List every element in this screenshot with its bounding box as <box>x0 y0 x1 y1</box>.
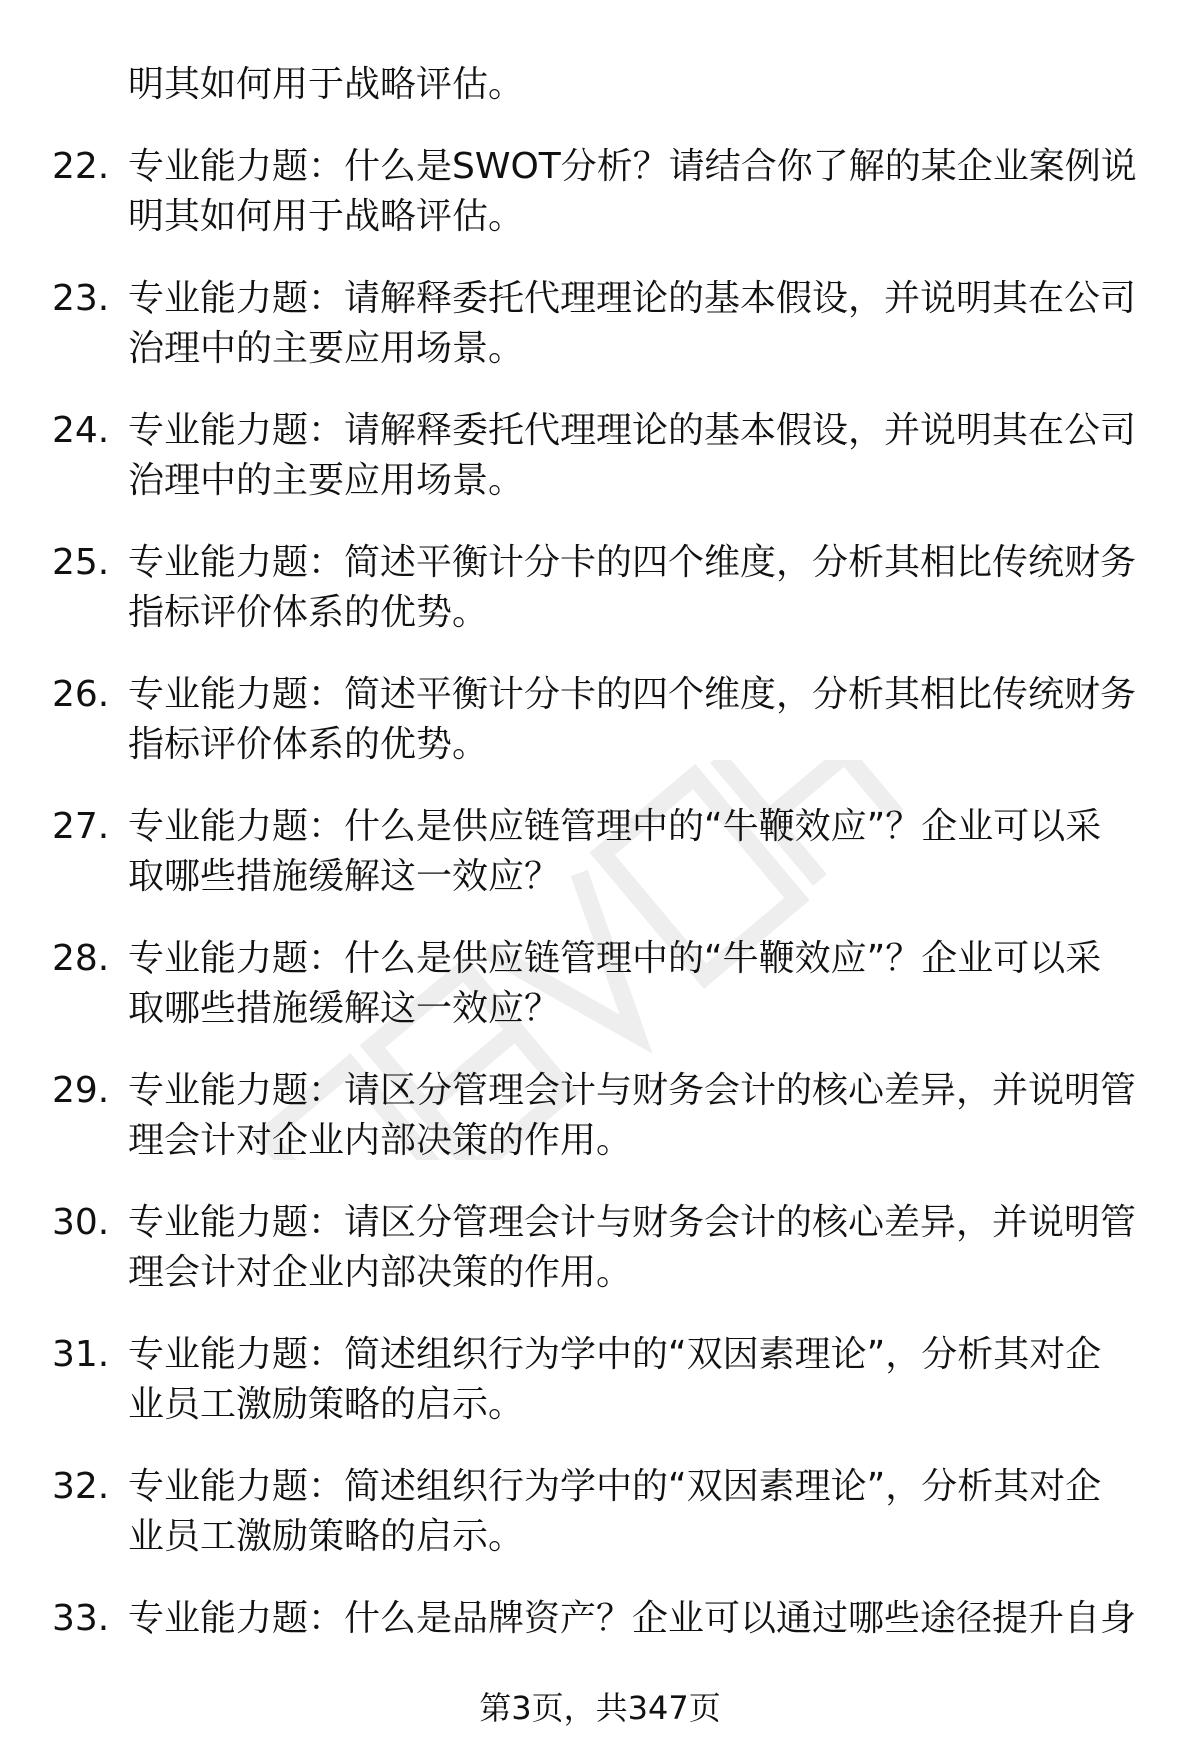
question-item <box>0 406 1200 538</box>
question-text-line: 专业能力题：请区分管理会计与财务会计的核心差异，并说明管 <box>128 1202 1137 1243</box>
question-text-line: 指标评价体系的优势。 <box>128 592 489 633</box>
question-item <box>0 142 1200 274</box>
question-text-line: 专业能力题：什么是品牌资产？企业可以通过哪些途径提升自身 <box>128 1598 1137 1639</box>
question-text <box>128 538 1138 638</box>
question-number: 25. <box>52 542 110 583</box>
question-number: 32. <box>52 1466 110 1507</box>
question-text-line: 指标评价体系的优势。 <box>128 724 489 765</box>
question-text-line: 明其如何用于战略评估。 <box>128 196 525 237</box>
question-text <box>128 934 1138 1034</box>
question-item <box>0 670 1200 802</box>
question-text-line: 专业能力题：什么是供应链管理中的“牛鞭效应”？企业可以采 <box>128 938 1102 979</box>
question-text <box>128 1066 1138 1166</box>
question-text-line: 专业能力题：什么是SWOT分析？请结合你了解的某企业案例说 <box>128 146 1137 187</box>
question-text-line: 专业能力题：什么是供应链管理中的“牛鞭效应”？企业可以采 <box>128 806 1102 847</box>
question-text <box>128 1198 1138 1298</box>
question-number: 29. <box>52 1070 110 1111</box>
question-number: 22. <box>52 146 110 187</box>
question-text-line: 治理中的主要应用场景。 <box>128 328 525 369</box>
question-number: 31. <box>52 1334 110 1375</box>
question-text <box>128 142 1138 242</box>
question-text <box>128 670 1138 770</box>
question-list <box>0 142 1200 1726</box>
question-text <box>128 274 1138 374</box>
question-number: 23. <box>52 278 110 319</box>
question-item <box>0 538 1200 670</box>
question-number: 33. <box>52 1598 110 1639</box>
question-number: 30. <box>52 1202 110 1243</box>
question-text <box>128 1330 1138 1430</box>
question-text <box>128 1594 1138 1644</box>
question-text <box>128 406 1138 506</box>
question-text <box>128 802 1138 902</box>
question-text-line: 专业能力题：简述平衡计分卡的四个维度，分析其相比传统财务 <box>128 674 1137 715</box>
question-number: 26. <box>52 674 110 715</box>
question-item <box>0 802 1200 934</box>
question-text-line: 治理中的主要应用场景。 <box>128 460 525 501</box>
continued-question-text: 明其如何用于战略评估。 <box>128 64 525 105</box>
question-item <box>0 1066 1200 1198</box>
question-number: 27. <box>52 806 110 847</box>
question-item <box>0 1198 1200 1330</box>
question-number: 28. <box>52 938 110 979</box>
question-item <box>0 934 1200 1066</box>
question-text-line: 取哪些措施缓解这一效应？ <box>128 988 561 1029</box>
question-number: 24. <box>52 410 110 451</box>
question-item <box>0 1462 1200 1594</box>
question-text-line: 专业能力题：请解释委托代理理论的基本假设，并说明其在公司 <box>128 278 1137 319</box>
question-text-line: 专业能力题：请解释委托代理理论的基本假设，并说明其在公司 <box>128 410 1137 451</box>
question-text-line: 专业能力题：简述平衡计分卡的四个维度，分析其相比传统财务 <box>128 542 1137 583</box>
question-text-line: 业员工激励策略的启示。 <box>128 1384 525 1425</box>
question-text-line: 业员工激励策略的启示。 <box>128 1516 525 1557</box>
question-item <box>0 274 1200 406</box>
question-text-line: 专业能力题：请区分管理会计与财务会计的核心差异，并说明管 <box>128 1070 1137 1111</box>
question-text-line: 理会计对企业内部决策的作用。 <box>128 1120 633 1161</box>
question-text-line: 专业能力题：简述组织行为学中的“双因素理论”，分析其对企 <box>128 1466 1102 1507</box>
question-text-line: 取哪些措施缓解这一效应？ <box>128 856 561 897</box>
question-text-line: 理会计对企业内部决策的作用。 <box>128 1252 633 1293</box>
page-footer: 第3页，共347页 <box>479 1689 721 1727</box>
question-text-line: 专业能力题：简述组织行为学中的“双因素理论”，分析其对企 <box>128 1334 1102 1375</box>
question-text <box>128 1462 1138 1562</box>
question-item <box>0 1330 1200 1462</box>
